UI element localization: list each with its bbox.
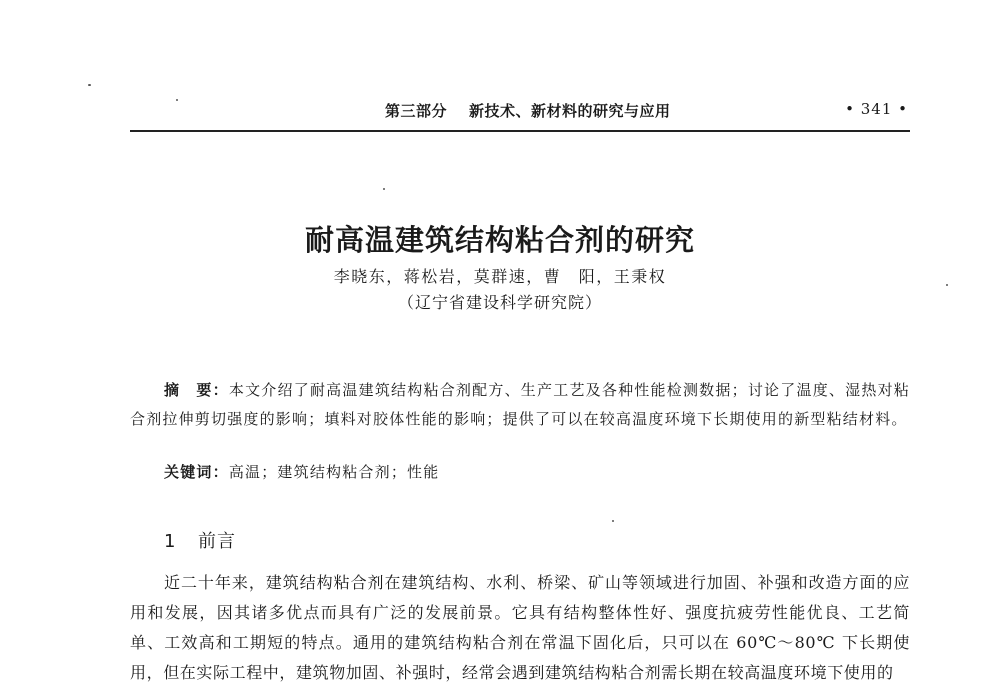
scan-speck bbox=[612, 520, 614, 522]
paper-affiliation: （辽宁省建设科学研究院） bbox=[397, 293, 602, 312]
abstract-label: 摘 要： bbox=[164, 381, 229, 399]
section-title: 前言 bbox=[198, 531, 236, 552]
running-header bbox=[130, 96, 910, 132]
header-part-label: 第三部分 bbox=[385, 102, 448, 120]
scan-speck bbox=[946, 284, 948, 286]
abstract-block bbox=[130, 376, 910, 434]
header-subject: 新技术、新材料的研究与应用 bbox=[469, 102, 671, 120]
paper-title: 耐高温建筑结构粘合剂的研究 bbox=[304, 223, 695, 257]
abstract-text: 本文介绍了耐高温建筑结构粘合剂配方、生产工艺及各种性能检测数据；讨论了温度、湿热对粘合剂拉伸剪切强度的影响；填料对胶体性能的影响；提供了可以在较高温度环境下长期使用的新型粘结材料。 bbox=[130, 381, 910, 428]
scan-speck bbox=[383, 188, 385, 190]
section-heading bbox=[164, 527, 236, 553]
section-body-text: 近二十年来，建筑结构粘合剂在建筑结构、水利、桥梁、矿山等领域进行加固、补强和改造方面的应用和发展，因其诸多优点而具有广泛的发展前景。它具有结构整体性好、强度抗疲劳性能优良、工艺简单、工效高和工期短的特点。通用的建筑结构粘合剂在常温下固化后，只可以在 60℃～80℃ 下长期使用，但在实际工程中，建筑物加固、补强时，经常会遇到建筑结构粘合剂需长期在较高温度环境下使用的 bbox=[130, 573, 910, 682]
paper-authors: 李晓东，蒋松岩，莫群速，曹 阳，王秉权 bbox=[333, 267, 667, 286]
page-number: • 341 • bbox=[845, 100, 908, 118]
keywords-text: 高温；建筑结构粘合剂；性能 bbox=[228, 463, 440, 481]
scan-speck bbox=[88, 84, 91, 86]
keywords-block bbox=[164, 458, 910, 487]
section-number: 1 bbox=[164, 531, 177, 552]
scan-speck bbox=[176, 99, 178, 101]
keywords-label: 关键词： bbox=[164, 463, 229, 481]
header-section-title bbox=[385, 100, 671, 121]
